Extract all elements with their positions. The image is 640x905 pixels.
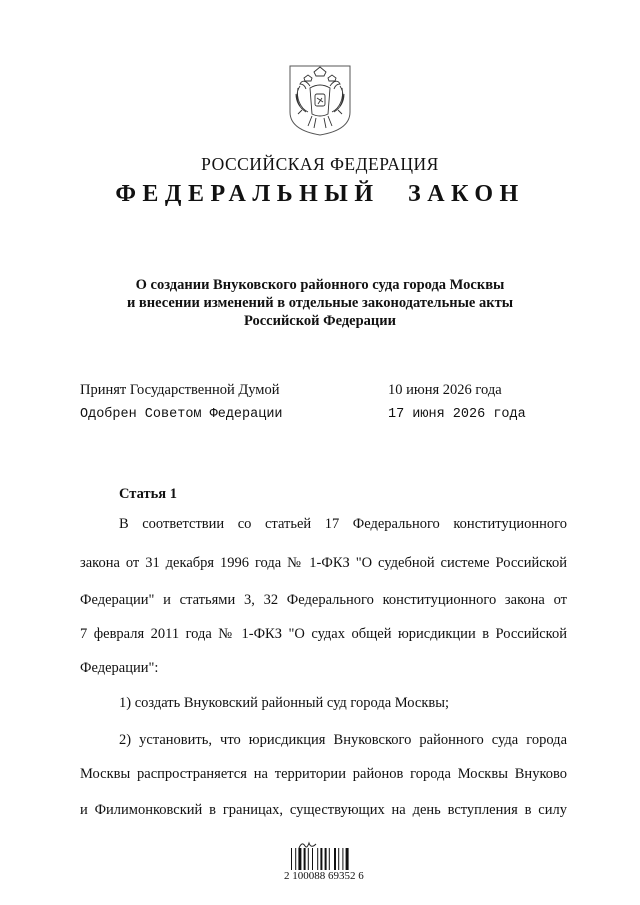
article-text-line: Федерации" и статьями 3, 32 Федерального конституционного закона от (80, 592, 567, 608)
article-text-line: В соответствии со статьей 17 Федерального конституционного (119, 516, 567, 532)
article-text-line: 1) создать Внуковский районный суд города Москвы; (119, 695, 450, 711)
law-title (0, 276, 640, 330)
council-approval-date: 17 июня 2026 года (388, 407, 526, 422)
barcode-bar (334, 848, 336, 870)
state-emblem-icon (288, 64, 352, 136)
law-type-heading: ФЕДЕРАЛЬНЫЙ ЗАКОН (115, 181, 525, 207)
barcode-bar (304, 848, 306, 870)
country-heading: РОССИЙСКАЯ ФЕДЕРАЦИЯ (201, 154, 439, 174)
barcode-bar (308, 848, 309, 870)
barcode-bar (298, 848, 301, 870)
barcode-bar (320, 848, 322, 870)
barcode-bar (317, 848, 318, 870)
law-title-line: и внесении изменений в отдельные законодательные акты (126, 295, 514, 311)
duma-adoption-label: Принят Государственной Думой (80, 382, 280, 398)
article-text-line: закона от 31 декабря 1996 года № 1-ФКЗ "О судебной системе Российской (80, 555, 567, 571)
barcode-bar (329, 848, 330, 870)
council-approval-label: Одобрен Советом Федерации (80, 407, 283, 422)
article-text-line: и Филимонковский в границах, существующих на день вступления в силу (80, 802, 567, 818)
barcode-number: 2 100088 69352 6 (284, 870, 364, 882)
duma-adoption-date: 10 июня 2026 года (388, 382, 502, 398)
article-text-line: 7 февраля 2011 года № 1-ФКЗ "О судах общей юрисдикции в Российской (80, 626, 567, 642)
law-title-line: Российской Федерации (243, 313, 396, 329)
article-text-line: Москвы распространяется на территории районов города Москвы Внуково (80, 766, 567, 782)
barcode-bar (291, 848, 292, 870)
barcode-bar (342, 848, 343, 870)
article-text-line: Федерации": (80, 660, 159, 676)
article-heading: Статья 1 (119, 486, 177, 502)
law-title-line: О создании Внуковского районного суда города Москвы (135, 277, 505, 293)
barcode-bar (346, 848, 349, 870)
barcode-bar (312, 848, 313, 870)
barcode-bar (338, 848, 339, 870)
barcode-bar (325, 848, 327, 870)
barcode-bar (295, 848, 296, 870)
article-text-line: 2) установить, что юрисдикция Внуковского районного суда города (119, 732, 567, 748)
